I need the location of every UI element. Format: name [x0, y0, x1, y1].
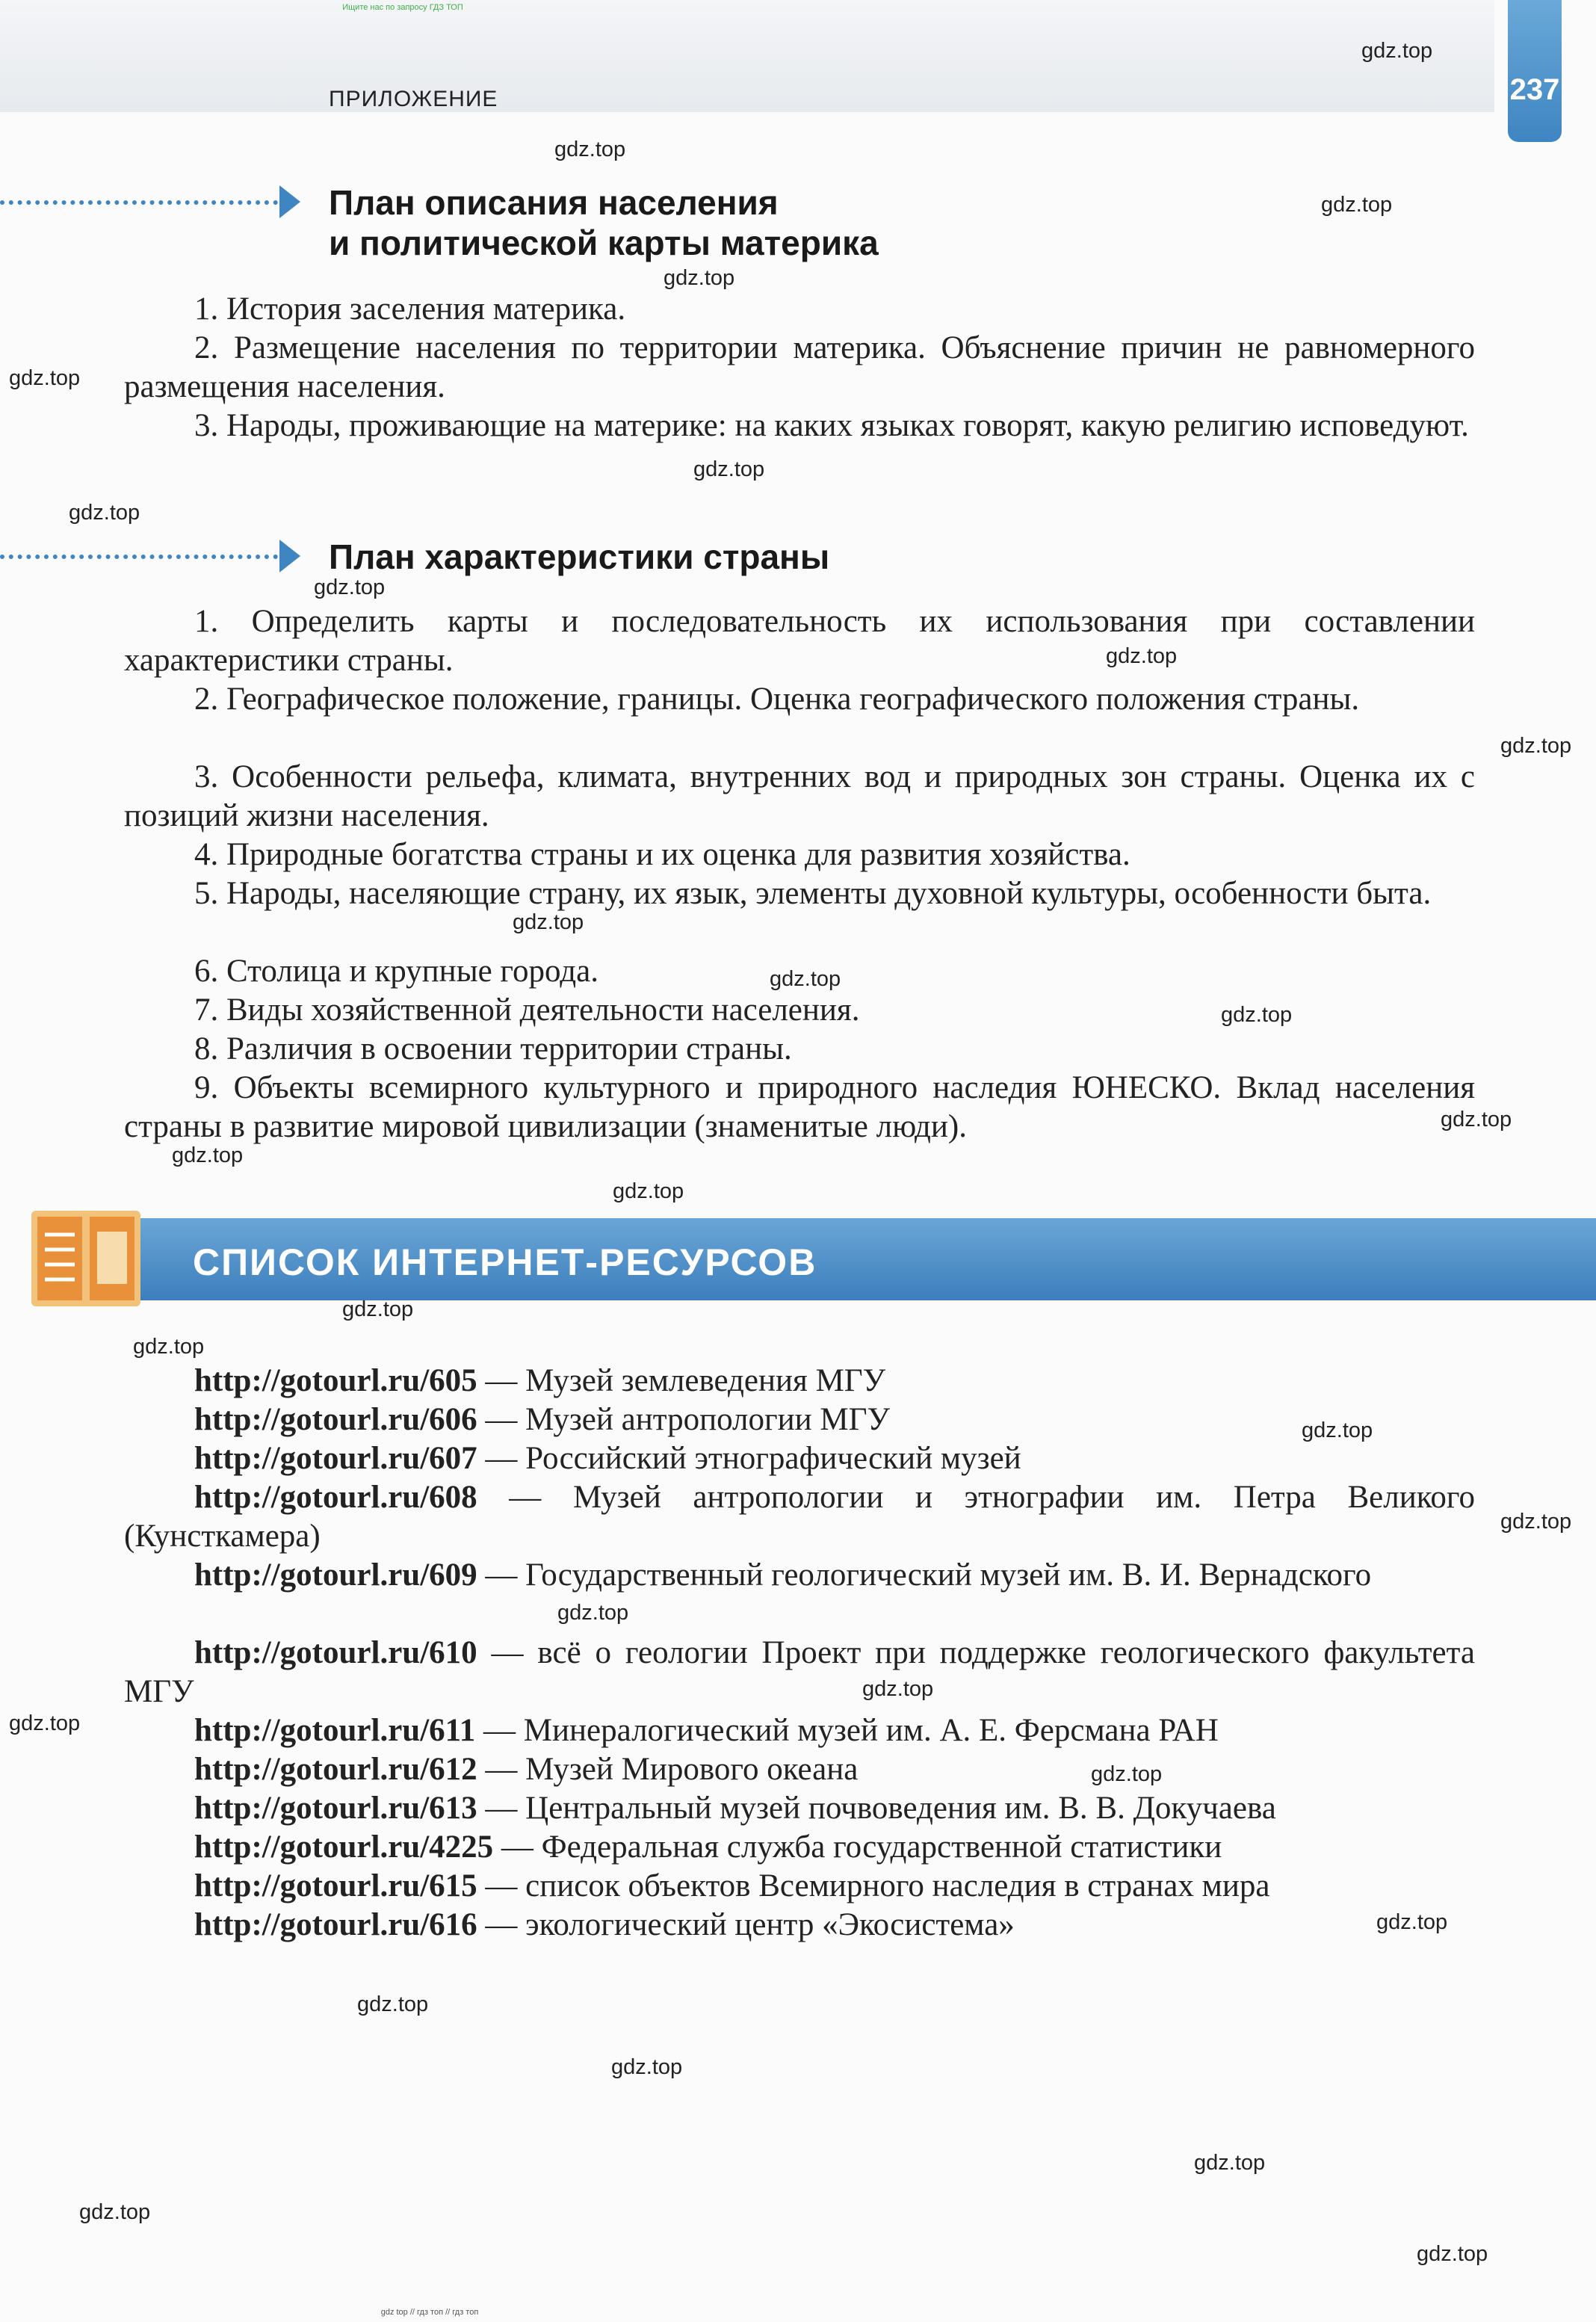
watermark: gdz.top	[9, 366, 81, 390]
resource-link-row	[124, 1789, 1475, 1828]
watermark: gdz.top	[1441, 1108, 1512, 1131]
resource-desc: — список объектов Всемирного наследия в странах мира	[477, 1868, 1270, 1903]
section2-item-3: 3. Особенности рельефа, климата, внутренних вод и природных зон страны. Оценка их с позиций жизни населения.	[124, 759, 1475, 833]
section2-item-9: 9. Объекты всемирного культурного и природного наследия ЮНЕСКО. Вклад населения страны в развитие мировой цивилизации (знаменитые люди).	[124, 1070, 1475, 1144]
running-head: ПРИЛОЖЕНИЕ	[329, 87, 498, 111]
resource-desc: — Федеральная служба государственной статистики	[493, 1829, 1222, 1865]
section2-item-2: 2. Географическое положение, границы. Оценка географического положения страны.	[194, 682, 1360, 717]
resource-url[interactable]: http://gotourl.ru/608	[194, 1480, 477, 1515]
watermark: gdz.top	[613, 1179, 684, 1203]
resource-url[interactable]: http://gotourl.ru/605	[194, 1363, 477, 1398]
arrow-icon	[279, 185, 300, 218]
watermark: gdz.top	[69, 501, 140, 525]
resource-desc: — Музей Мирового океана	[477, 1752, 859, 1787]
watermark: gdz.top	[770, 967, 841, 991]
watermark: gdz.top	[554, 138, 626, 161]
watermark: gdz.top	[1194, 2151, 1266, 2175]
watermark: gdz.top	[357, 1992, 429, 2016]
watermark: gdz.top	[611, 2055, 683, 2079]
section2-item-4: 4. Природные богатства страны и их оценка для развития хозяйства.	[194, 837, 1130, 872]
resource-desc: — Государственный геологический музей им. В. И. Вернадского	[477, 1557, 1372, 1593]
resource-link-row	[124, 1401, 1475, 1439]
watermark: gdz.top	[1091, 1762, 1163, 1786]
resource-link-row	[124, 1828, 1475, 1867]
resource-url[interactable]: http://gotourl.ru/611	[194, 1713, 476, 1748]
resource-url[interactable]: http://gotourl.ru/4225	[194, 1829, 494, 1865]
watermark: gdz.top	[314, 575, 386, 599]
resource-link-row	[124, 1556, 1475, 1595]
page-number: 237	[1509, 73, 1560, 106]
section1-title-line1: План описания населения	[329, 183, 779, 222]
resource-url[interactable]: http://gotourl.ru/613	[194, 1791, 477, 1826]
resource-url[interactable]: http://gotourl.ru/615	[194, 1868, 477, 1903]
watermark: gdz.top	[1500, 1510, 1572, 1534]
watermark: gdz.top	[1361, 39, 1433, 63]
section1-title-line2: и политической карты материка	[329, 223, 879, 262]
watermark: gdz.top	[1417, 2242, 1488, 2266]
section1-item-2: 2. Размещение населения по территории материка. Объяснение причин не равномерного размещения населения.	[124, 330, 1475, 404]
resource-url[interactable]: http://gotourl.ru/609	[194, 1557, 477, 1593]
resource-link-row	[124, 1439, 1475, 1478]
resource-desc: — экологический центр «Экосистема»	[477, 1907, 1015, 1942]
watermark: gdz.top	[1221, 1003, 1293, 1027]
resource-url[interactable]: http://gotourl.ru/606	[194, 1402, 477, 1437]
resource-link-row	[124, 1478, 1475, 1556]
resource-desc: — Музей антропологии и этнографии им. Петра Великого (Кунсткамера)	[124, 1480, 1475, 1554]
header-strip	[0, 0, 1494, 112]
resource-link-row	[124, 1750, 1475, 1789]
resource-url[interactable]: http://gotourl.ru/612	[194, 1752, 477, 1787]
resources-title: СПИСОК ИНТЕРНЕТ-РЕСУРСОВ	[193, 1241, 817, 1283]
section2-item-7: 7. Виды хозяйственной деятельности населения.	[194, 992, 860, 1028]
watermark: gdz.top	[9, 1711, 81, 1735]
watermark: gdz.top	[1321, 193, 1393, 217]
section2-item-1: 1. Определить карты и последовательность их использования при составлении характеристики страны.	[124, 604, 1475, 678]
watermark: gdz.top	[79, 2200, 151, 2224]
watermark: gdz.top	[172, 1143, 244, 1167]
watermark: gdz.top	[693, 457, 765, 481]
resource-url[interactable]: http://gotourl.ru/607	[194, 1441, 477, 1476]
resource-link-row	[124, 1867, 1475, 1906]
watermark: gdz.top	[342, 1297, 414, 1321]
resource-url[interactable]: http://gotourl.ru/610	[194, 1635, 477, 1670]
bottom-note: gdz top // гдз топ // гдз топ	[380, 2308, 479, 2317]
resource-desc: — Музей землеведения МГУ	[477, 1363, 886, 1398]
watermark: gdz.top	[1500, 734, 1572, 758]
watermark: gdz.top	[862, 1677, 934, 1701]
section2-title: План характеристики страны	[329, 537, 830, 576]
resource-url[interactable]: http://gotourl.ru/616	[194, 1907, 477, 1942]
watermark: gdz.top	[557, 1601, 629, 1625]
resource-link-row	[124, 1711, 1475, 1750]
resource-link-row	[124, 1906, 1475, 1945]
resource-link-row	[124, 1362, 1475, 1401]
book-icon	[30, 1205, 142, 1309]
top-note: Ищите нас по запросу ГДЗ ТОП	[342, 3, 463, 12]
section2-item-8: 8. Различия в освоении территории страны.	[194, 1031, 792, 1066]
resource-desc: — Российский этнографический музей	[477, 1441, 1021, 1476]
page-number-tab	[1508, 0, 1562, 142]
watermark: gdz.top	[664, 266, 735, 290]
resource-link-row	[124, 1634, 1475, 1711]
resource-desc: — Центральный музей почвоведения им. В. В. Докучаева	[477, 1791, 1276, 1826]
resource-desc: — Минералогический музей им. А. Е. Ферсмана РАН	[475, 1713, 1219, 1748]
watermark: gdz.top	[1302, 1418, 1373, 1442]
watermark: gdz.top	[1106, 644, 1178, 668]
dotted-rule	[0, 200, 278, 205]
watermark: gdz.top	[1376, 1910, 1448, 1934]
resource-desc: — Музей антропологии МГУ	[477, 1402, 890, 1437]
dotted-rule	[0, 555, 278, 559]
arrow-icon	[279, 540, 300, 572]
watermark: gdz.top	[133, 1335, 205, 1359]
section1-item-3: 3. Народы, проживающие на материке: на каких языках говорят, какую религию исповедуют.	[194, 408, 1469, 443]
section2-item-5: 5. Народы, населяющие страну, их язык, элементы духовной культуры, особенности быта.	[194, 876, 1432, 911]
section2-item-6: 6. Столица и крупные города.	[194, 954, 598, 989]
section1-item-1: 1. История заселения материка.	[194, 291, 626, 327]
watermark: gdz.top	[513, 910, 584, 934]
resource-desc: — всё о геологии Проект при поддержке геологического факультета МГУ	[124, 1635, 1475, 1709]
